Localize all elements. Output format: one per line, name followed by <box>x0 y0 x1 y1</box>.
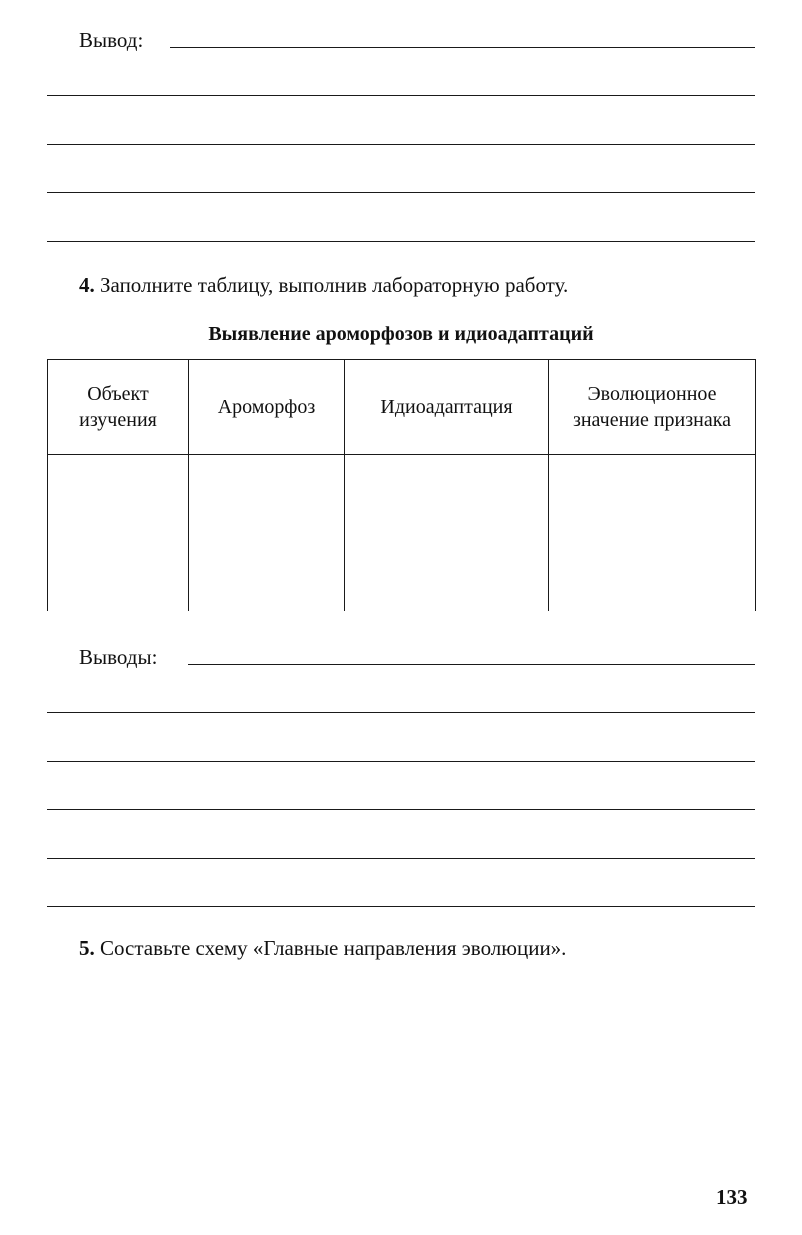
table-row <box>48 455 756 612</box>
page-number: 133 <box>716 1185 748 1209</box>
answer-line[interactable] <box>47 95 755 96</box>
answer-line[interactable] <box>47 906 755 907</box>
table-cell[interactable] <box>189 455 345 612</box>
task-text: Составьте схему «Главные направления эволюции». <box>94 936 567 960</box>
table-cell[interactable] <box>48 455 189 612</box>
column-header-aromorphosis: Ароморфоз <box>189 360 345 455</box>
column-header-idioadaptation: Идиоадаптация <box>345 360 549 455</box>
answer-line[interactable] <box>47 809 755 810</box>
task-5-instruction <box>79 936 566 961</box>
conclusions-label: Выводы: <box>79 645 158 669</box>
answer-line[interactable] <box>47 712 755 713</box>
task-number: 4. <box>79 273 95 297</box>
table-cell[interactable] <box>549 455 756 612</box>
column-header-significance: Эволюционное значение признака <box>549 360 756 455</box>
table-header-row <box>48 360 756 455</box>
answer-line[interactable] <box>47 144 755 145</box>
answer-line[interactable] <box>170 47 755 48</box>
answer-line[interactable] <box>47 858 755 859</box>
answer-line[interactable] <box>47 192 755 193</box>
conclusion-label: Вывод: <box>79 28 144 52</box>
task-4-instruction <box>79 273 568 298</box>
answer-line[interactable] <box>47 761 755 762</box>
table-cell[interactable] <box>345 455 549 612</box>
task-text: Заполните таблицу, выполнив лабораторную работу. <box>94 273 569 297</box>
table-title: Выявление ароморфозов и идиоадаптаций <box>208 323 594 345</box>
answer-line[interactable] <box>47 241 755 242</box>
task-number: 5. <box>79 936 95 960</box>
answer-line[interactable] <box>188 664 755 665</box>
lab-table <box>47 359 756 611</box>
column-header-object: Объект изучения <box>48 360 189 455</box>
